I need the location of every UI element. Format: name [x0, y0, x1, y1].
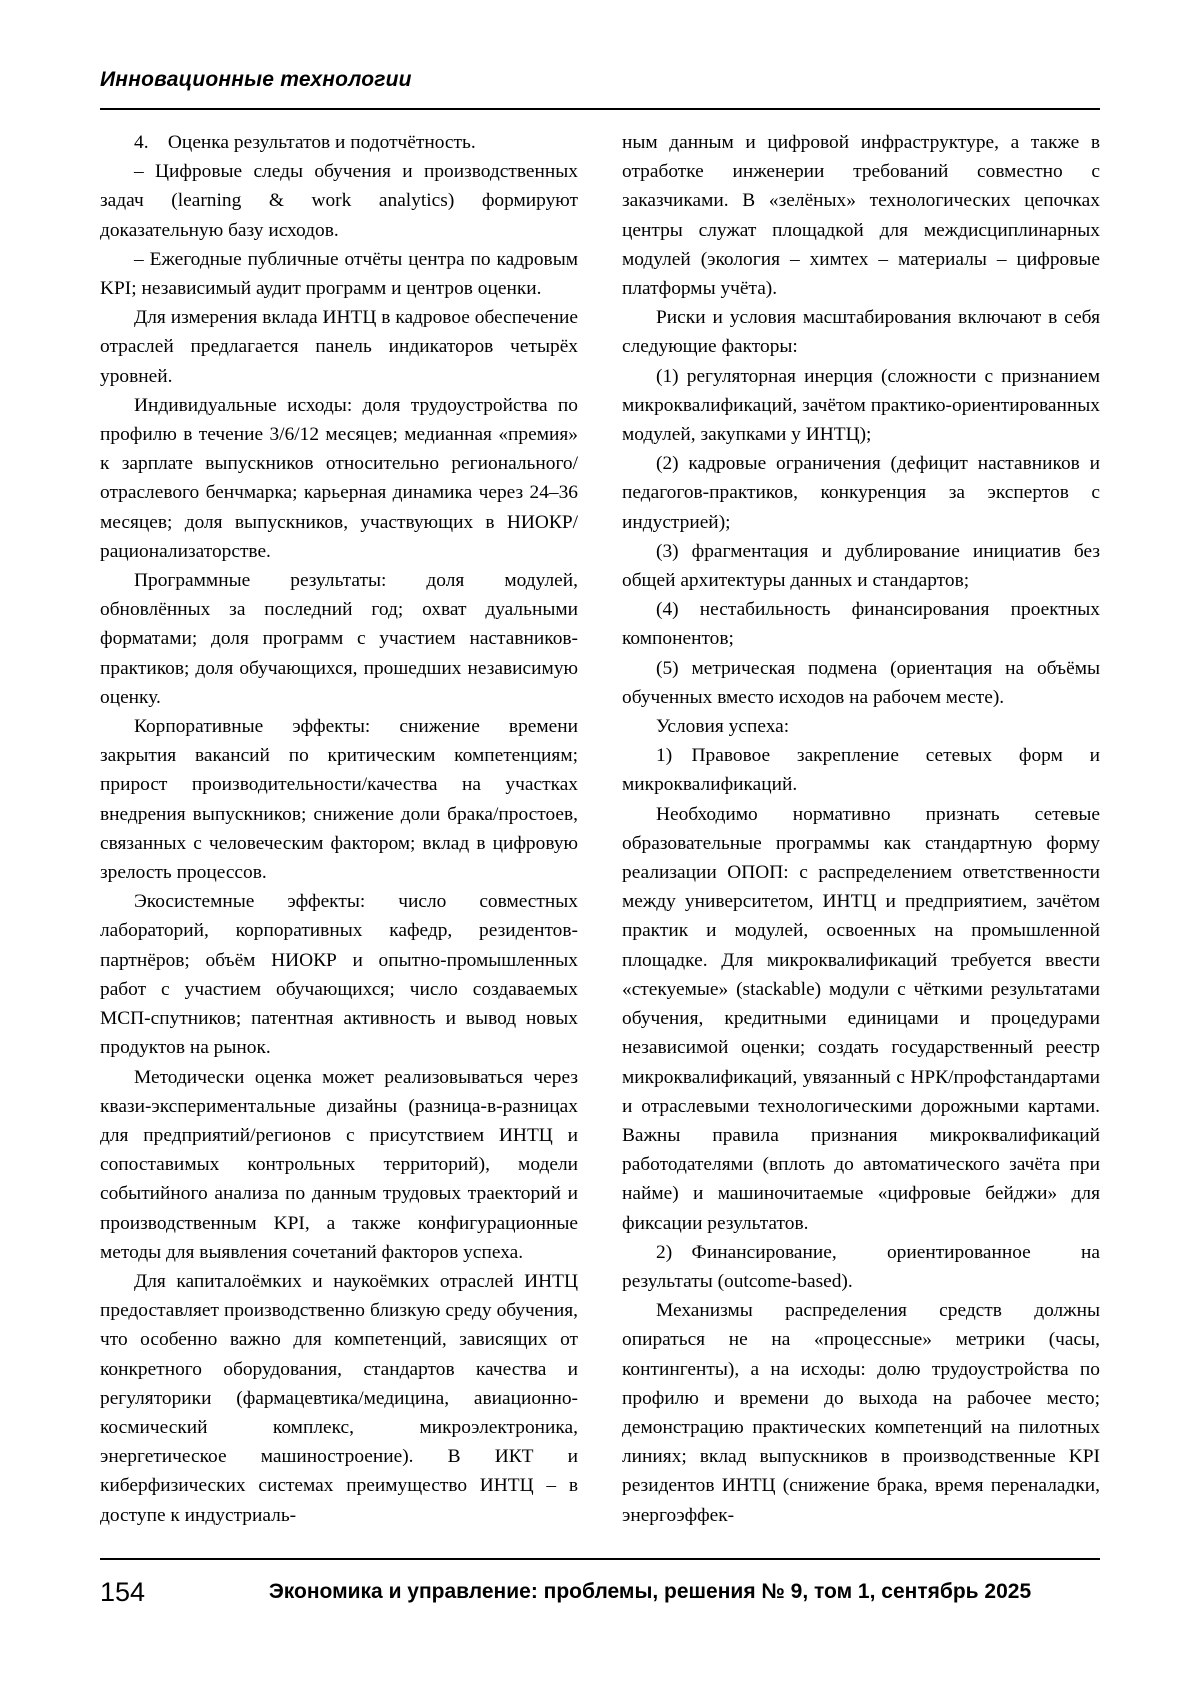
- paragraph: Риски и условия масштабирования включают в себя следующие факторы:: [622, 307, 1100, 358]
- right-column: [622, 128, 1100, 1530]
- paragraph: (4) нестабильность финансирования проектных компонентов;: [622, 599, 1100, 650]
- paragraph: 1) Правовое закрепление сетевых форм и микроквалификаций.: [622, 745, 1100, 796]
- paragraph: – Ежегодные публичные отчёты центра по кадровым KPI; независимый аудит программ и центров оценки.: [100, 248, 578, 300]
- paragraph: (3) фрагментация и дублирование инициатив без общей архитектуры данных и стандартов;: [622, 540, 1100, 592]
- journal-title-line: Экономика и управление: проблемы, решения № 9, том 1, сентябрь 2025: [268, 1580, 1032, 1603]
- page-header: [100, 68, 1100, 92]
- paragraph: Для капиталоёмких и наукоёмких отраслей ИНТЦ предоставляет производственно близкую среду обучения, что особенно важно для компетенций, зависящих от конкретного оборудования, стандартов качества и регуляторики (фармацевтика/медицина, авиационно-космический комплекс, микроэлектроника, энергетическое машиностроение). В ИКТ и киберфизических системах преимущество ИНТЦ – в доступе к индустриаль-: [100, 1270, 578, 1526]
- page-footer: [100, 1572, 1100, 1612]
- paragraph: Экосистемные эффекты: число совместных лабораторий, корпоративных кафедр, резидентов-партнёров; объём НИОКР и опытно-промышленных работ с участием обучающихся; число создаваемых МСП-спутников; патентная активность и вывод новых продуктов на рынок.: [100, 891, 578, 1059]
- header-divider: [100, 108, 1100, 110]
- paragraph: Индивидуальные исходы: доля трудоустройства по профилю в течение 3/6/12 месяцев; медианная «премия» к зарплате выпускников относительно регионального/отраслевого бенчмарка; карьерная динамика через 24–36 месяцев; доля выпускников, участвующих в НИОКР/рационализаторстве.: [100, 394, 578, 562]
- paragraph: Корпоративные эффекты: снижение времени закрытия вакансий по критическим компетенциям; прирост производительности/качества на участках внедрения выпускников; снижение доли брака/простоев, связанных с человеческим фактором; вклад в цифровую зрелость процессов.: [100, 716, 578, 884]
- paragraph: Для измерения вклада ИНТЦ в кадровое обеспечение отраслей предлагается панель индикаторов четырёх уровней.: [100, 307, 578, 387]
- paragraph: ным данным и цифровой инфраструктуре, а также в отработке инженерии требований совместно с заказчиками. В «зелёных» технологических цепочках центры служат площадкой для междисциплинарных модулей (экология – химтех – материалы – цифровые платформы учёта).: [622, 132, 1100, 300]
- two-column-body: [100, 128, 1100, 1530]
- page-number: 154: [100, 1576, 146, 1607]
- paragraph: Механизмы распределения средств должны опираться не на «процессные» метрики (часы, контингенты), а на исходы: долю трудоустройства по профилю и времени до выхода на рабочее место; демонстрацию практических компетенций на пилотных линиях; вклад выпускников в производственные KPI резидентов ИНТЦ (снижение брака, время переналадки, энергоэффек-: [622, 1300, 1100, 1526]
- paragraph: 2) Финансирование, ориентированное на результаты (outcome-based).: [622, 1241, 1100, 1292]
- paragraph: Необходимо нормативно признать сетевые образовательные программы как стандартную форму реализации ОПОП: с распределением ответственности между университетом, ИНТЦ и предприятием, зачётом практик и модулей, освоенных на промышленной площадке. Для микроквалификаций требуется ввести «стекуемые» (stackable) модули с чёткими результатами обучения, кредитными единицами и процедурами независимой оценки; создать государственный реестр микроквалификаций, увязанный с НРК/профстандартами и отраслевыми технологическими дорожными картами. Важны правила признания микроквалификаций работодателями (вплоть до автоматического зачёта при найме) и машиночитаемые «цифровые бейджи» для фиксации результатов.: [622, 803, 1100, 1234]
- paragraph: Условия успеха:: [656, 716, 790, 738]
- paragraph: (2) кадровые ограничения (дефицит наставников и педагогов-практиков, конкуренция за экспертов с индустрией);: [622, 453, 1100, 533]
- paragraph: (5) метрическая подмена (ориентация на объёмы обученных вместо исходов на рабочем месте).: [622, 657, 1100, 708]
- paragraph: – Цифровые следы обучения и производственных задач (learning & work analytics) формируют доказательную базу исходов.: [100, 161, 578, 241]
- paragraph: Программные результаты: доля модулей, обновлённых за последний год; охват дуальными форматами; доля программ с участием наставников-практиков; доля обучающихся, прошедших независимую оценку.: [100, 570, 578, 708]
- paragraph: Методически оценка может реализовываться через квази-экспериментальные дизайны (разница-в-разницах для предприятий/регионов с присутствием ИНТЦ и сопоставимых контрольных территорий), модели событийного анализа по данным трудовых траекторий и производственным KPI, а также конфигурационные методы для выявления сочетаний факторов успеха.: [100, 1066, 578, 1263]
- paragraph: (1) регуляторная инерция (сложности с признанием микроквалификаций, зачётом практико-ориентированных модулей, закупками у ИНТЦ);: [622, 365, 1100, 446]
- footer-divider: [100, 1558, 1100, 1560]
- left-column: [100, 128, 578, 1530]
- header-section-title: Инновационные технологии: [100, 68, 412, 91]
- paragraph: 4. Оценка результатов и подотчётность.: [134, 132, 476, 153]
